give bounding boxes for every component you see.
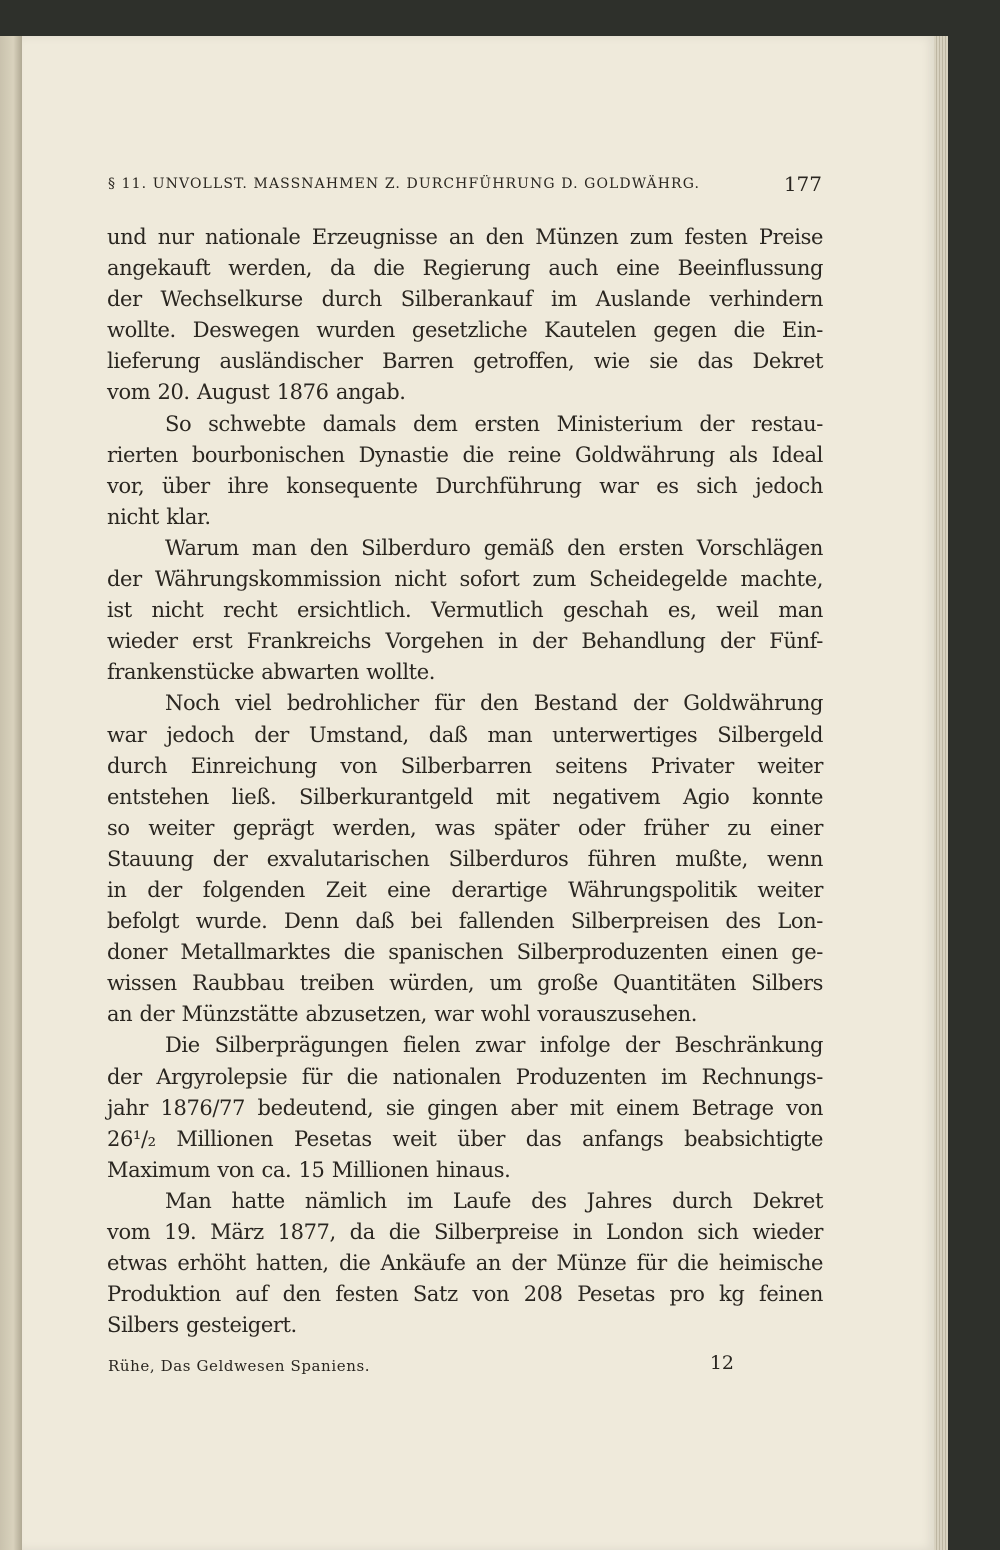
text-line: Maximum von ca. 15 Millionen hinaus. xyxy=(107,1157,511,1182)
footer-book-title: Rühe, Das Geldwesen Spaniens. xyxy=(108,1357,371,1375)
text-line: der Währungskommission nicht sofort zum Scheidegelde machte, xyxy=(107,567,823,592)
text-line: nicht klar. xyxy=(107,504,211,529)
text-line: vom 20. August 1876 angab. xyxy=(107,380,406,405)
text-line: Die Silberprägungen fielen zwar infolge der Beschränkung xyxy=(165,1033,823,1058)
page-stack-edge xyxy=(934,36,948,1550)
text-line: Man hatte nämlich im Laufe des Jahres durch Dekret xyxy=(165,1188,823,1213)
text-line: der Argyrolepsie für die nationalen Produzenten im Rechnungs- xyxy=(107,1064,823,1089)
text-line: ist nicht recht ersichtlich. Vermutlich geschah es, weil man xyxy=(107,598,823,623)
text-line: an der Münzstätte abzusetzen, war wohl vorauszusehen. xyxy=(107,1002,698,1027)
text-line: vor, über ihre konsequente Durchführung war es sich jedoch xyxy=(107,473,823,498)
body-text xyxy=(107,222,823,1341)
text-line: Silbers gesteigert. xyxy=(107,1313,297,1338)
text-line: jahr 1876/77 bedeutend, sie gingen aber mit einem Betrage von xyxy=(107,1095,823,1120)
page-footer xyxy=(108,1350,734,1380)
text-line: und nur nationale Erzeugnisse an den Münzen zum festen Preise xyxy=(107,225,823,249)
text-line: lieferung ausländischer Barren getroffen, wie sie das Dekret xyxy=(107,349,823,374)
text-line: war jedoch der Umstand, daß man unterwertiges Silbergeld xyxy=(107,722,823,747)
text-line: doner Metallmarktes die spanischen Silberproduzenten einen ge- xyxy=(107,940,823,965)
text-line: durch Einreichung von Silberbarren seitens Privater weiter xyxy=(107,753,823,778)
page-number: 177 xyxy=(783,172,822,196)
text-line: vom 19. März 1877, da die Silberpreise in London sich wieder xyxy=(107,1220,823,1244)
running-head-title: § 11. UNVOLLST. MASSNAHMEN Z. DURCHFÜHRUNG D. GOLDWÄHRG. xyxy=(108,176,701,192)
text-line: entstehen ließ. Silberkurantgeld mit negativem Agio konnte xyxy=(107,784,823,809)
text-line: wissen Raubbau treiben würden, um große Quantitäten Silbers xyxy=(107,971,823,996)
text-line: Produktion auf den festen Satz von 208 Pesetas pro kg feinen xyxy=(107,1282,823,1307)
facing-page-edge xyxy=(0,36,24,1550)
text-line: wollte. Deswegen wurden gesetzliche Kautelen gegen die Ein- xyxy=(107,318,823,343)
text-line: Stauung der exvalutarischen Silberduros führen mußte, wenn xyxy=(107,846,823,871)
text-line: angekauft werden, da die Regierung auch eine Beeinflussung xyxy=(107,256,823,281)
running-head xyxy=(108,172,822,200)
text-line: frankenstücke abwarten wollte. xyxy=(107,660,436,685)
text-line: in der folgenden Zeit eine derartige Währungspolitik weiter xyxy=(107,877,823,902)
text-line: etwas erhöht hatten, die Ankäufe an der Münze für die heimische xyxy=(107,1251,823,1276)
text-line: der Wechselkurse durch Silberankauf im Auslande verhindern xyxy=(107,287,823,312)
text-line: 26¹/₂ Millionen Pesetas weit über das anfangs beabsichtigte xyxy=(107,1126,823,1151)
text-line: rierten bourbonischen Dynastie die reine Goldwährung als Ideal xyxy=(107,442,823,467)
text-line: so weiter geprägt werden, was später oder früher zu einer xyxy=(107,815,823,840)
text-line: wieder erst Frankreichs Vorgehen in der Behandlung der Fünf- xyxy=(107,629,823,654)
text-line: So schwebte damals dem ersten Ministerium der restau- xyxy=(165,411,823,436)
text-line: Noch viel bedrohlicher für den Bestand der Goldwährung xyxy=(165,691,823,716)
signature-mark: 12 xyxy=(709,1352,734,1374)
text-line: Warum man den Silberduro gemäß den ersten Vorschlägen xyxy=(165,535,823,560)
text-line: befolgt wurde. Denn daß bei fallenden Silberpreisen des Lon- xyxy=(107,909,823,934)
